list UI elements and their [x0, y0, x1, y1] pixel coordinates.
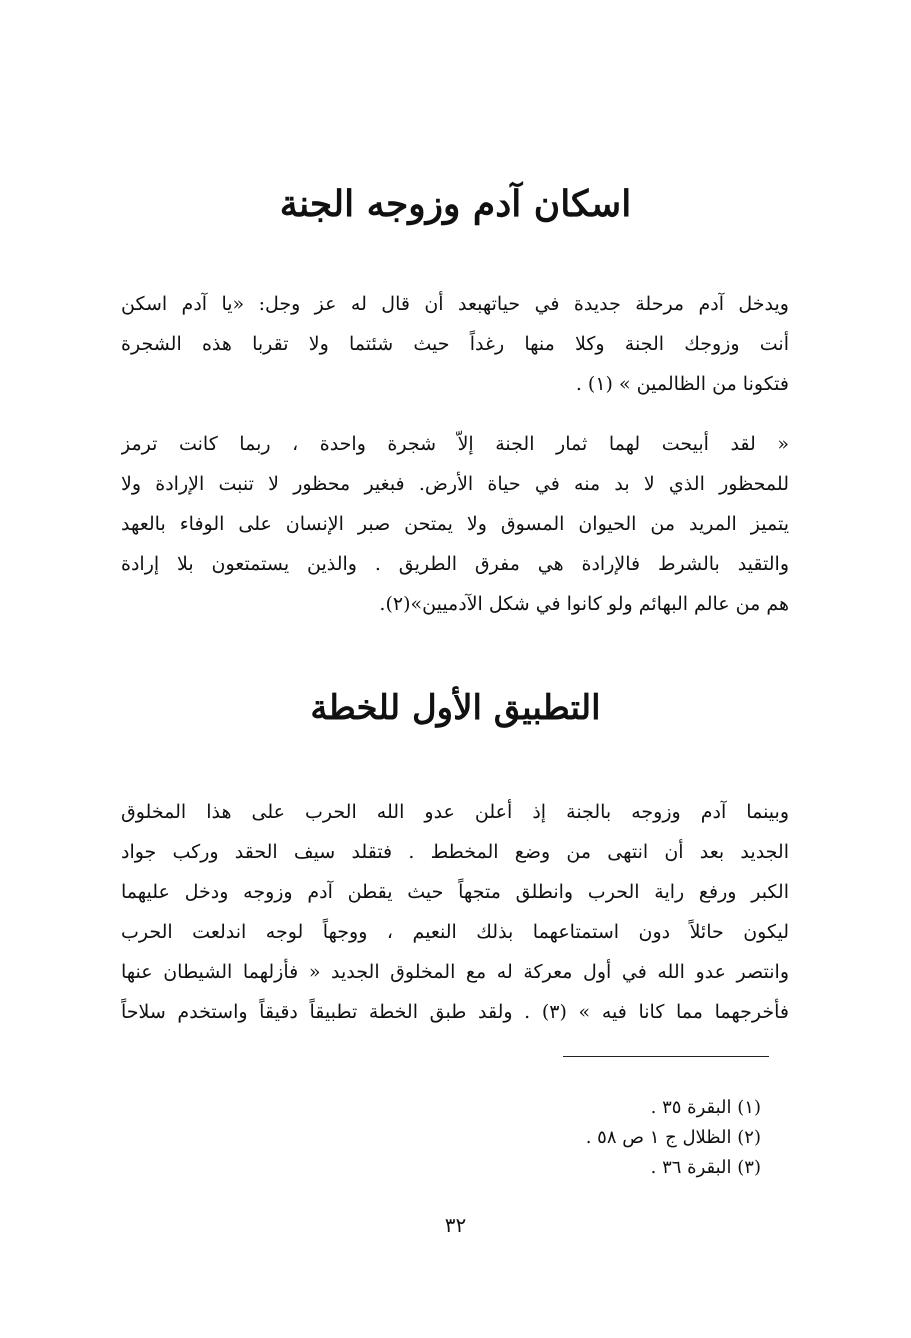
text-line: الكبر ورفع راية الحرب وانطلق متجهاً حيث يقطن آدم وزوجه ودخل عليهما [121, 881, 789, 903]
text-line: ليكون حائلاً دون استمتاعهما بذلك النعيم ، ووجهاً لوجه اندلعت الحرب [121, 921, 789, 943]
text-line: الجديد بعد أن انتهى من وضع المخطط . فتقلد سيف الحقد وركب جواد [121, 841, 789, 863]
paragraph-3 [121, 792, 789, 1032]
paragraph-1 [121, 284, 789, 404]
text-line: فتكونا من الظالمين » (١) . [575, 373, 789, 395]
text-line: وبينما آدم وزوجه بالجنة إذ أعلن عدو الله الحرب على هذا المخلوق [121, 801, 789, 823]
page-number: ٣٢ [444, 1213, 467, 1237]
footnotes-list [461, 1093, 761, 1183]
footnote-item: (٢) الظلال ج ١ ص ٥٨ . [585, 1127, 761, 1148]
section-heading-1: اسكان آدم وزوجه الجنة [279, 183, 632, 225]
footnote-item: (١) البقرة ٣٥ . [650, 1097, 761, 1118]
paragraph-2 [121, 424, 789, 624]
text-line: فأخرجهما مما كانا فيه » (٣) . ولقد طبق الخطة تطبيقاً دقيقاً واستخدم سلاحاً [121, 1001, 789, 1023]
text-line: « لقد أبيحت لهما ثمار الجنة إلاّ شجرة واحدة ، ربما كانت ترمز [121, 433, 789, 455]
text-line: هم من عالم البهائم ولو كانوا في شكل الآدميين»(٢). [379, 593, 789, 615]
text-line: ويدخل آدم مرحلة جديدة في حياتهبعد أن قال له عز وجل: «يا آدم اسكن [121, 293, 789, 315]
text-line: أنت وزوجك الجنة وكلا منها رغداً حيث شئتما ولا تقربا هذه الشجرة [121, 333, 789, 355]
text-line: للمحظور الذي لا بد منه في حياة الأرض. فبغير محظور لا تنبت الإرادة ولا [121, 473, 789, 495]
section-heading-2: التطبيق الأول للخطة [310, 688, 601, 728]
text-line: يتميز المريد من الحيوان المسوق ولا يمتحن صبر الإنسان على الوفاء بالعهد [121, 513, 789, 535]
footnote-item: (٣) البقرة ٣٦ . [650, 1157, 761, 1178]
text-line: والتقيد بالشرط فالإرادة هي مفرق الطريق . والذين يستمتعون بلا إرادة [121, 553, 789, 575]
footnote-divider [563, 1056, 769, 1057]
text-line: وانتصر عدو الله في أول معركة له مع المخلوق الجديد « فأزلهما الشيطان عنها [121, 961, 789, 983]
